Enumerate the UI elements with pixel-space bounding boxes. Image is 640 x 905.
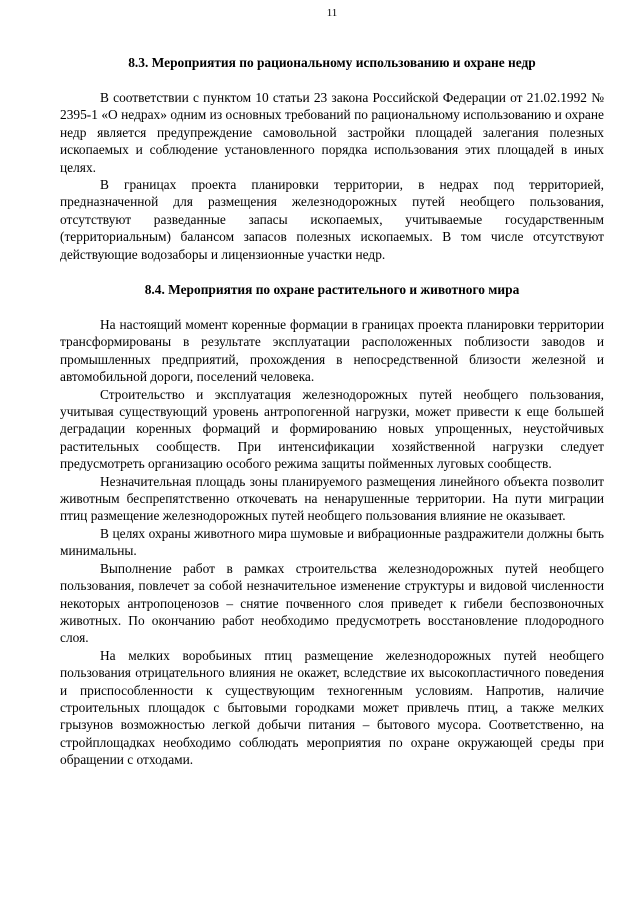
section-heading-8-4: 8.4. Мероприятия по охране растительного и животного мира: [144, 282, 520, 297]
section-body-8-3: [60, 89, 604, 263]
paragraph: На настоящий момент коренные формации в границах проекта планировки территории трансформированы в результате эксплуатации расположенных поблизости заводов и промышленных предприятий, прохождения в непосредственной близости железной и автомобильной дороги, поселений человека.: [60, 317, 604, 385]
page-number: 11: [326, 7, 338, 19]
section-body-8-4: [60, 316, 604, 769]
paragraph: В целях охраны животного мира шумовые и вибрационные раздражители должны быть минимальны.: [60, 525, 604, 559]
paragraph: В соответствии с пунктом 10 статьи 23 закона Российской Федерации от 21.02.1992 № 2395-1 «О недрах» одним из основных требований по рациональному использованию и охране недр является предупреждение самовольной застройки площадей залегания полезных ископаемых и соблюдение установленного порядка использования этих площадей в иных целях.: [60, 90, 604, 175]
paragraph: Выполнение работ в рамках строительства железнодорожных путей необщего пользования, повлечет за собой незначительное изменение структуры и видовой численности некоторых антропоценозов – снятие почвенного слоя приведет к гибели беспозвоночных животных. По окончанию работ необходимо предусмотреть восстановление плодородного слоя.: [60, 560, 604, 646]
section-heading-8-3: 8.3. Мероприятия по рациональному использованию и охране недр: [128, 55, 536, 70]
paragraph: Строительство и эксплуатация железнодорожных путей необщего пользования, учитывая существующий уровень антропогенной нагрузки, может привести к еще большей деградации коренных формаций и формированию новых упрощенных, неустойчивых растительных сообществ. При интенсификации хозяйственной нагрузки следует предусмотреть организацию особого режима защиты пойменных луговых сообществ.: [60, 386, 604, 472]
paragraph: Незначительная площадь зоны планируемого размещения линейного объекта позволит животным беспрепятственно откочевать на ненарушенные территории. На пути миграции птиц размещение железнодорожных путей необщего пользования влияние не оказывает.: [60, 473, 604, 524]
paragraph: На мелких воробьиных птиц размещение железнодорожных путей необщего пользования отрицательного влияния не окажет, вследствие их высокопластичного поведения и приспособленности к существующим техногенным условиям. Напротив, наличие строительных площадок с бытовыми городками может привлечь птиц, а также мелких грызунов возможностью легкой добычи питания – бытового мусора. Соответственно, на стройплощадках необходимо соблюдать мероприятия по охране окружающей среды при обращении с отходами.: [60, 647, 604, 768]
paragraph: В границах проекта планировки территории, в недрах под территорией, предназначенной для размещения железнодорожных путей необщего пользования, отсутствуют разведанные запасы ископаемых, учитываемые государственным (территориальным) балансом запасов полезных ископаемых. В том числе отсутствуют действующие водозаборы и лицензионные участки недр.: [60, 177, 604, 262]
